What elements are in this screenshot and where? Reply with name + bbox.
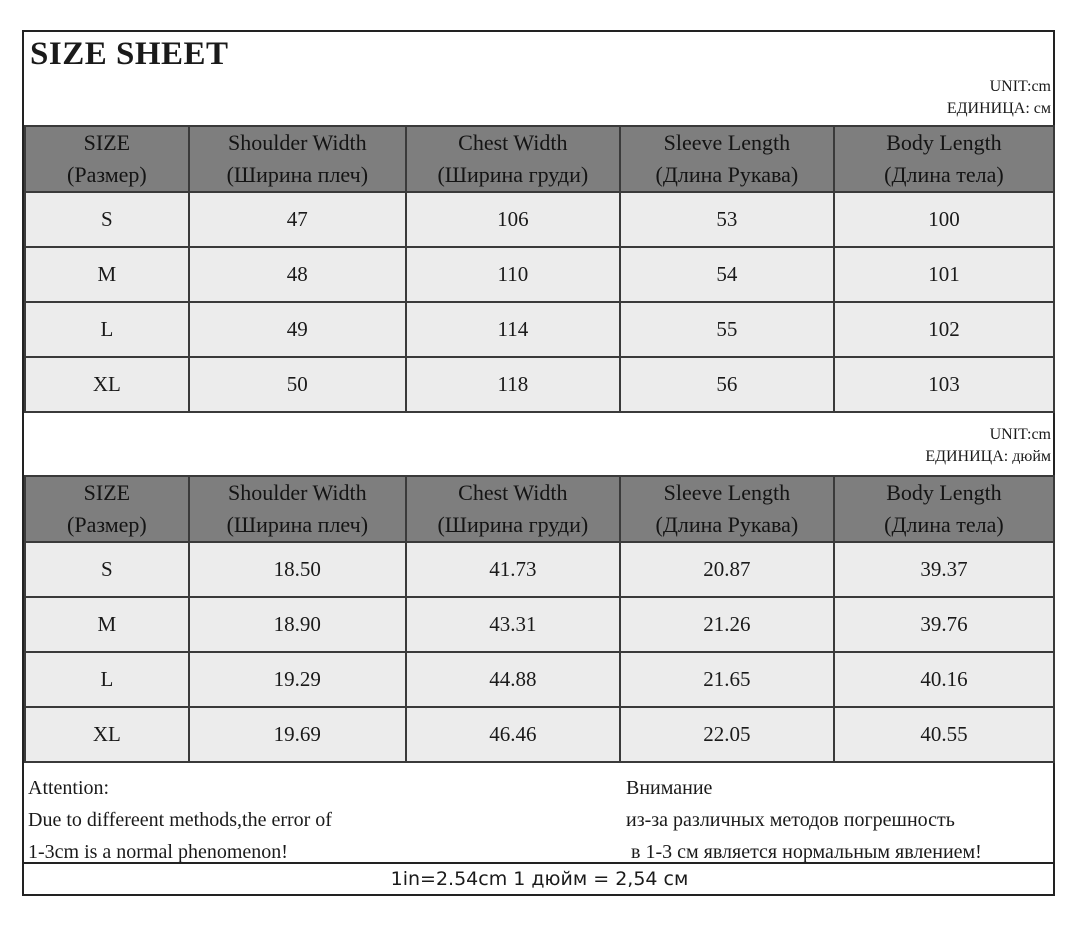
table-cell: 114	[406, 302, 620, 357]
table-cell: 18.50	[189, 542, 406, 597]
table-cell: 21.65	[620, 652, 834, 707]
table-cell: XL	[25, 707, 189, 762]
table-cell: 100	[834, 192, 1054, 247]
header-cell: Body Length (Длина тела)	[834, 476, 1054, 542]
table-cell: 50	[189, 357, 406, 412]
unit-ru: ЕДИНИЦА: см	[946, 100, 1051, 117]
table-cell: 118	[406, 357, 620, 412]
attention-title: Внимание	[626, 777, 713, 799]
header-cell: Shoulder Width (Ширина плеч)	[189, 476, 406, 542]
header-cell: Sleeve Length (Длина Рукава)	[620, 476, 834, 542]
table-cell: L	[25, 652, 189, 707]
table-cell: 19.69	[189, 707, 406, 762]
conversion-footer: 1in=2.54cm 1 дюйм = 2,54 см	[24, 862, 1055, 894]
size-table-cm	[24, 125, 1055, 413]
table-cell: M	[25, 247, 189, 302]
table-header	[25, 126, 1054, 192]
attention-note-ru	[626, 772, 982, 868]
unit-label-cm	[947, 76, 1051, 120]
unit-en: UNIT:cm	[989, 78, 1051, 95]
table-cell: 55	[620, 302, 834, 357]
header-cell: Sleeve Length (Длина Рукава)	[620, 126, 834, 192]
header-cell: Shoulder Width (Ширина плеч)	[189, 126, 406, 192]
table-cell: M	[25, 597, 189, 652]
unit-label-inch	[925, 424, 1051, 468]
table-cell: 44.88	[406, 652, 620, 707]
size-table-inch	[24, 475, 1055, 763]
table-cell: 101	[834, 247, 1054, 302]
table-cell: 49	[189, 302, 406, 357]
table-cell: 47	[189, 192, 406, 247]
header-cell: SIZE (Размер)	[25, 476, 189, 542]
header-cell: Chest Width (Ширина груди)	[406, 476, 620, 542]
table-row	[25, 707, 1054, 762]
table-cell: 43.31	[406, 597, 620, 652]
table-cell: 106	[406, 192, 620, 247]
table-cell: 54	[620, 247, 834, 302]
table-cell: 40.55	[834, 707, 1054, 762]
table-cell: S	[25, 192, 189, 247]
table-cell: 40.16	[834, 652, 1054, 707]
table-cell: XL	[25, 357, 189, 412]
table-cell: L	[25, 302, 189, 357]
table-cell: 18.90	[189, 597, 406, 652]
table-cell: 19.29	[189, 652, 406, 707]
header-cell: SIZE (Размер)	[25, 126, 189, 192]
table-cell: 39.37	[834, 542, 1054, 597]
attention-text: из-за различных методов погрешность	[626, 809, 955, 831]
table-row	[25, 357, 1054, 412]
table-cell: 41.73	[406, 542, 620, 597]
table-cell: 21.26	[620, 597, 834, 652]
table-cell: 53	[620, 192, 834, 247]
table-row	[25, 542, 1054, 597]
table-cell: 110	[406, 247, 620, 302]
attention-text: в 1-3 см является нормальным явлением!	[626, 841, 982, 863]
attention-text: Due to differeent methods,the error of	[28, 809, 332, 831]
table-row	[25, 652, 1054, 707]
table-header	[25, 476, 1054, 542]
size-sheet	[22, 30, 1055, 896]
table-row	[25, 247, 1054, 302]
attention-text: 1-3cm is a normal phenomenon!	[28, 841, 288, 863]
table-cell: 20.87	[620, 542, 834, 597]
table-cell: 39.76	[834, 597, 1054, 652]
attention-note-en	[28, 772, 332, 868]
header-cell: Chest Width (Ширина груди)	[406, 126, 620, 192]
unit-en: UNIT:cm	[989, 426, 1051, 443]
attention-title: Attention:	[28, 777, 110, 799]
unit-ru: ЕДИНИЦА: дюйм	[925, 448, 1051, 465]
table-cell: 48	[189, 247, 406, 302]
table-row	[25, 302, 1054, 357]
table-row	[25, 192, 1054, 247]
header-cell: Body Length (Длина тела)	[834, 126, 1054, 192]
table-row	[25, 597, 1054, 652]
table-cell: S	[25, 542, 189, 597]
table-cell: 22.05	[620, 707, 834, 762]
page-title: SIZE SHEET	[30, 36, 229, 72]
table-cell: 46.46	[406, 707, 620, 762]
table-cell: 102	[834, 302, 1054, 357]
table-cell: 103	[834, 357, 1054, 412]
table-cell: 56	[620, 357, 834, 412]
